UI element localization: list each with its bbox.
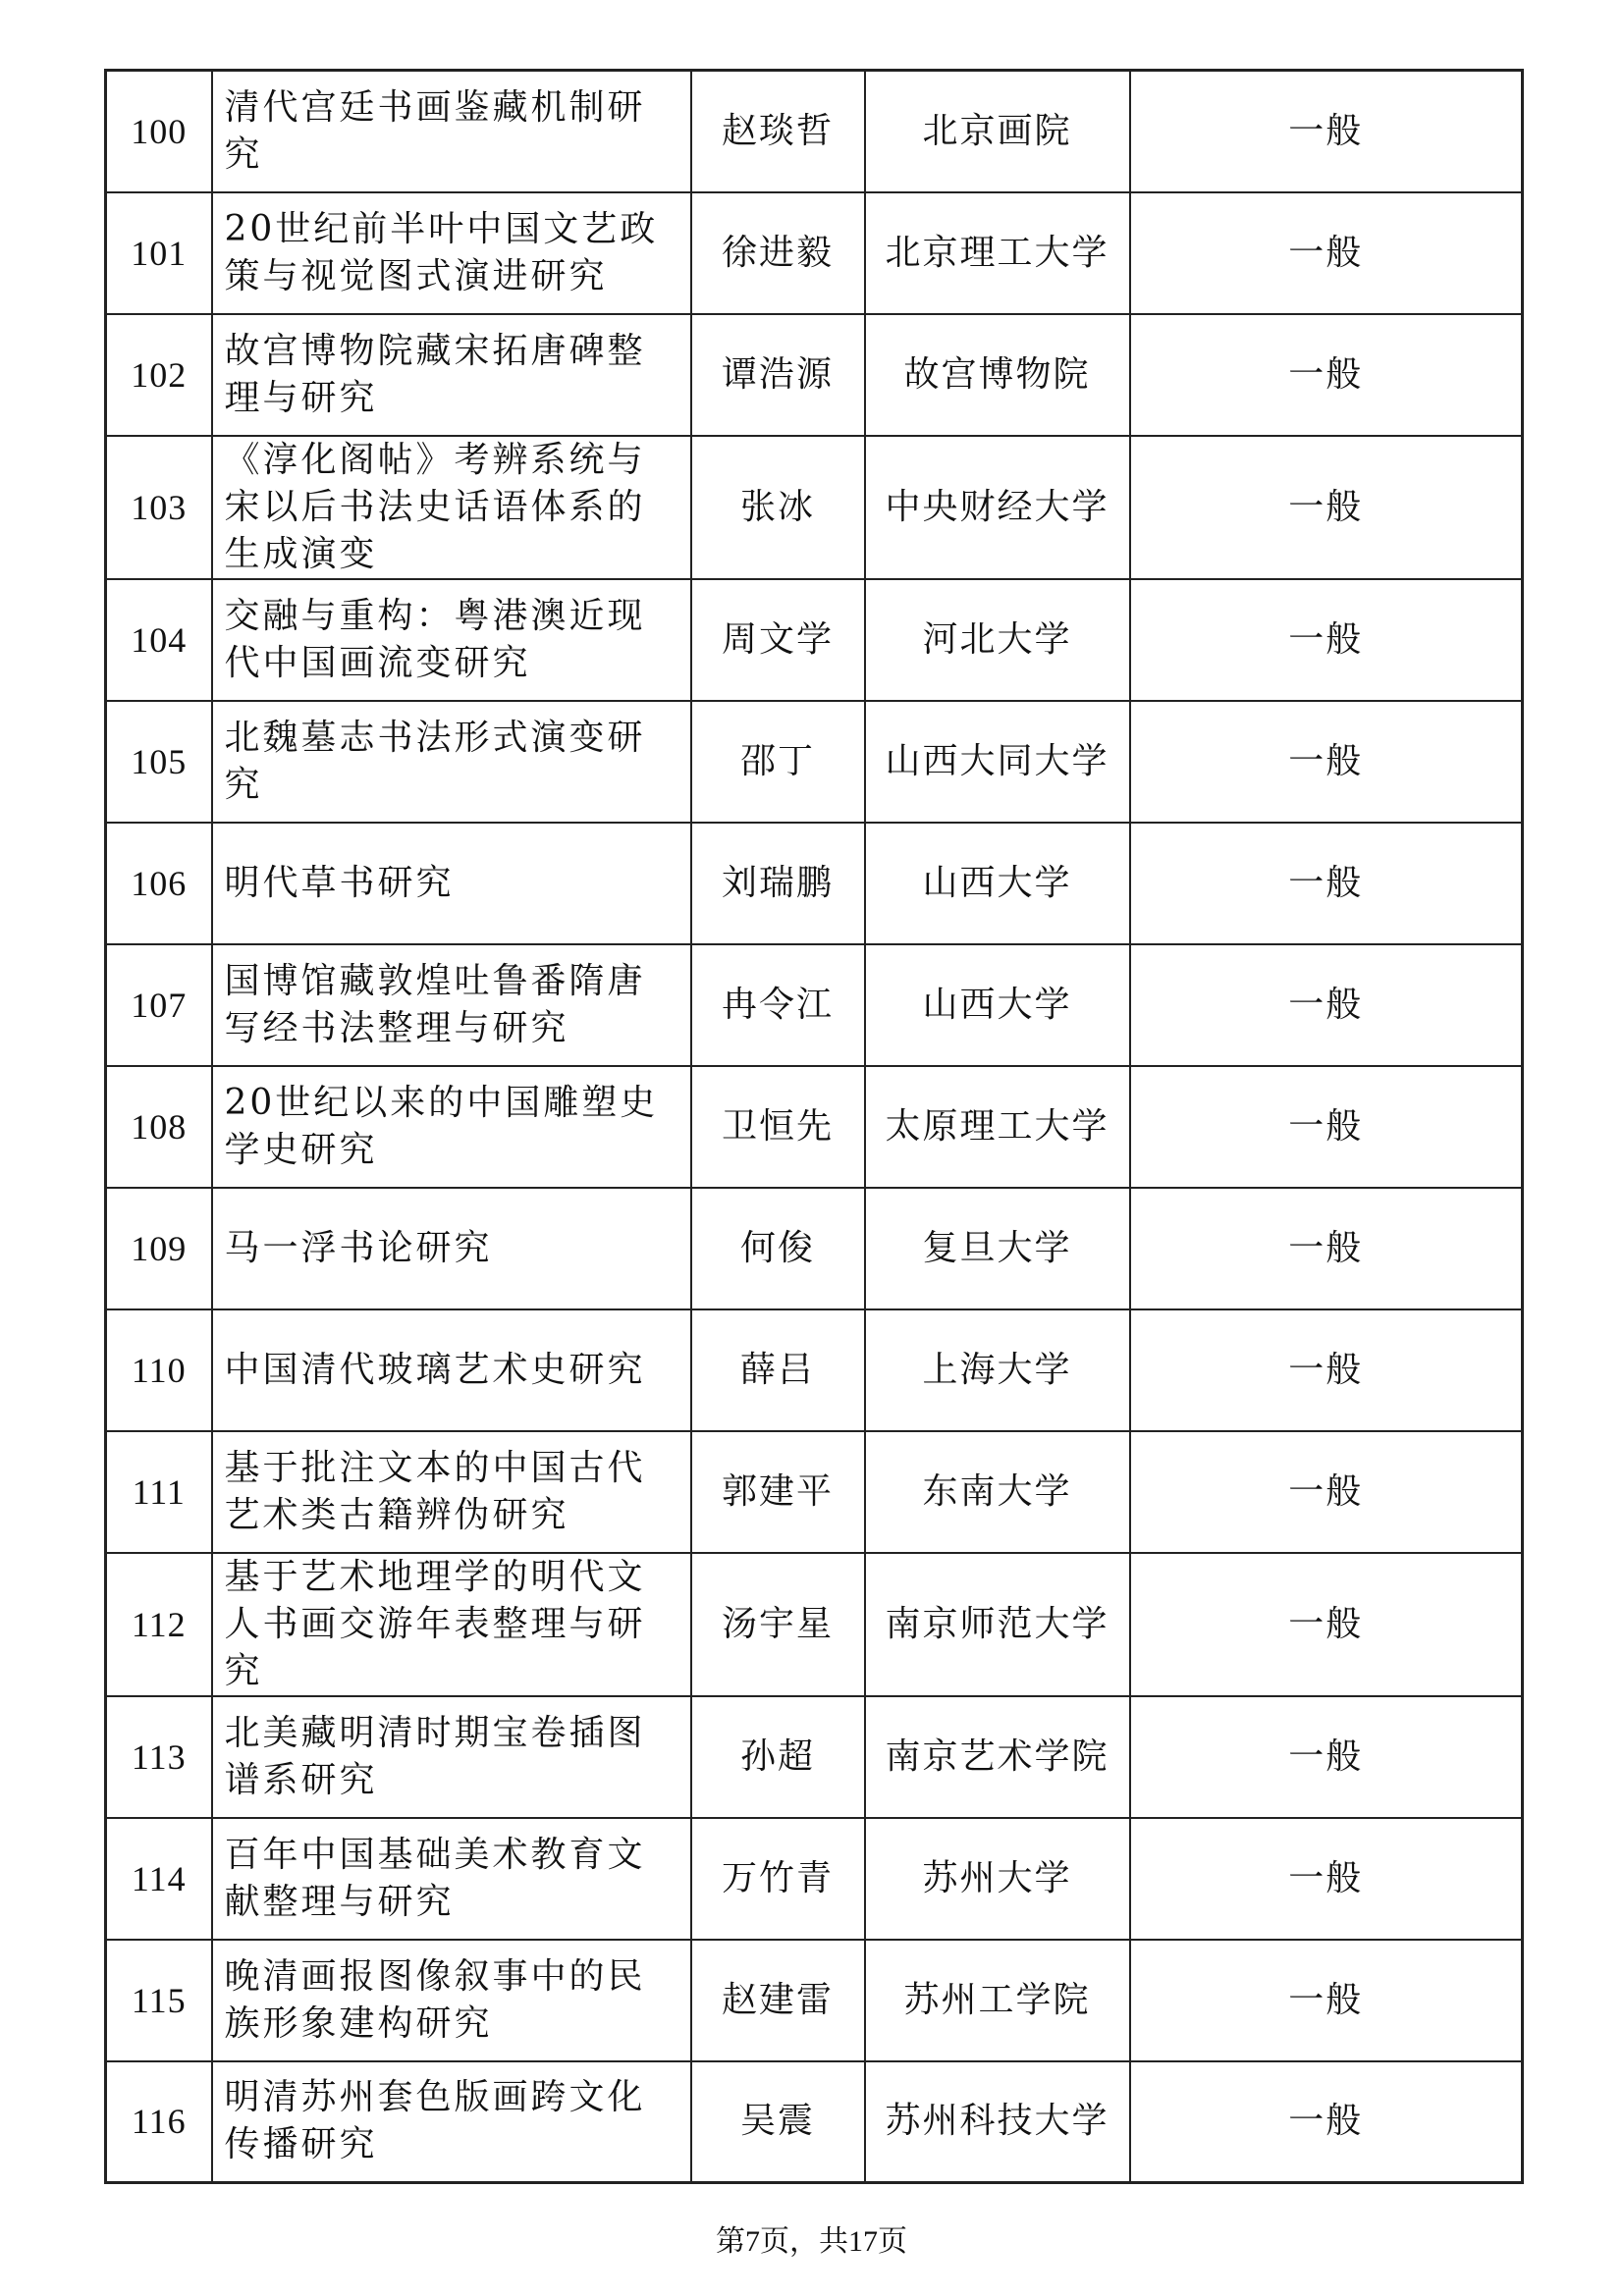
project-leader: 孙超 <box>691 1696 865 1818</box>
project-type: 一般 <box>1130 944 1523 1066</box>
row-number: 110 <box>106 1309 212 1431</box>
row-number: 102 <box>106 314 212 436</box>
table-row <box>106 1940 1523 2061</box>
table-row <box>106 1553 1523 1696</box>
work-unit: 北京理工大学 <box>865 192 1130 314</box>
project-leader: 何俊 <box>691 1188 865 1309</box>
project-leader: 刘瑞鹏 <box>691 823 865 944</box>
project-leader: 万竹青 <box>691 1818 865 1940</box>
project-leader: 卫恒先 <box>691 1066 865 1188</box>
row-number: 107 <box>106 944 212 1066</box>
work-unit: 山西大学 <box>865 944 1130 1066</box>
project-leader: 汤宇星 <box>691 1553 865 1696</box>
project-title: 20世纪前半叶中国文艺政策与视觉图式演进研究 <box>212 192 691 314</box>
project-type: 一般 <box>1130 192 1523 314</box>
work-unit: 上海大学 <box>865 1309 1130 1431</box>
work-unit: 故宫博物院 <box>865 314 1130 436</box>
project-type: 一般 <box>1130 1940 1523 2061</box>
project-type: 一般 <box>1130 314 1523 436</box>
table-row <box>106 944 1523 1066</box>
project-title: 晚清画报图像叙事中的民族形象建构研究 <box>212 1940 691 2061</box>
row-number: 106 <box>106 823 212 944</box>
row-number: 114 <box>106 1818 212 1940</box>
table-row <box>106 579 1523 701</box>
table-row <box>106 1431 1523 1553</box>
project-type: 一般 <box>1130 436 1523 579</box>
project-leader: 徐进毅 <box>691 192 865 314</box>
table-row <box>106 192 1523 314</box>
project-leader: 张冰 <box>691 436 865 579</box>
work-unit: 东南大学 <box>865 1431 1130 1553</box>
project-title: 明清苏州套色版画跨文化传播研究 <box>212 2061 691 2183</box>
work-unit: 苏州工学院 <box>865 1940 1130 2061</box>
project-title: 明代草书研究 <box>212 823 691 944</box>
table-row <box>106 314 1523 436</box>
work-unit: 南京艺术学院 <box>865 1696 1130 1818</box>
project-type: 一般 <box>1130 1553 1523 1696</box>
row-number: 115 <box>106 1940 212 2061</box>
work-unit: 中央财经大学 <box>865 436 1130 579</box>
work-unit: 苏州科技大学 <box>865 2061 1130 2183</box>
project-type: 一般 <box>1130 701 1523 823</box>
project-title: 交融与重构：粤港澳近现代中国画流变研究 <box>212 579 691 701</box>
table-row <box>106 1066 1523 1188</box>
row-number: 105 <box>106 701 212 823</box>
project-leader: 赵琰哲 <box>691 71 865 192</box>
project-type: 一般 <box>1130 1066 1523 1188</box>
table-row <box>106 436 1523 579</box>
project-leader: 谭浩源 <box>691 314 865 436</box>
row-number: 101 <box>106 192 212 314</box>
project-leader: 郭建平 <box>691 1431 865 1553</box>
row-number: 113 <box>106 1696 212 1818</box>
project-title: 基于艺术地理学的明代文人书画交游年表整理与研究 <box>212 1553 691 1696</box>
project-title: 清代宫廷书画鉴藏机制研究 <box>212 71 691 192</box>
project-list-table <box>104 69 1524 2184</box>
project-leader: 邵丁 <box>691 701 865 823</box>
row-number: 104 <box>106 579 212 701</box>
project-title: 马一浮书论研究 <box>212 1188 691 1309</box>
table-row <box>106 71 1523 192</box>
project-title: 《淳化阁帖》考辨系统与宋以后书法史话语体系的生成演变 <box>212 436 691 579</box>
table-row <box>106 1309 1523 1431</box>
project-title: 北美藏明清时期宝卷插图谱系研究 <box>212 1696 691 1818</box>
project-type: 一般 <box>1130 1696 1523 1818</box>
table-row <box>106 823 1523 944</box>
project-type: 一般 <box>1130 1309 1523 1431</box>
row-number: 103 <box>106 436 212 579</box>
work-unit: 北京画院 <box>865 71 1130 192</box>
project-title: 中国清代玻璃艺术史研究 <box>212 1309 691 1431</box>
project-title: 北魏墓志书法形式演变研究 <box>212 701 691 823</box>
project-type: 一般 <box>1130 71 1523 192</box>
work-unit: 太原理工大学 <box>865 1066 1130 1188</box>
project-title: 故宫博物院藏宋拓唐碑整理与研究 <box>212 314 691 436</box>
project-title: 基于批注文本的中国古代艺术类古籍辨伪研究 <box>212 1431 691 1553</box>
table-row <box>106 1696 1523 1818</box>
table-row <box>106 1818 1523 1940</box>
page-footer: 第7页，共17页 <box>716 2225 907 2258</box>
row-number: 116 <box>106 2061 212 2183</box>
work-unit: 苏州大学 <box>865 1818 1130 1940</box>
project-leader: 冉令江 <box>691 944 865 1066</box>
work-unit: 河北大学 <box>865 579 1130 701</box>
table-row <box>106 701 1523 823</box>
project-leader: 周文学 <box>691 579 865 701</box>
table-row <box>106 2061 1523 2183</box>
row-number: 100 <box>106 71 212 192</box>
row-number: 112 <box>106 1553 212 1696</box>
row-number: 109 <box>106 1188 212 1309</box>
project-title: 20世纪以来的中国雕塑史学史研究 <box>212 1066 691 1188</box>
project-type: 一般 <box>1130 579 1523 701</box>
project-type: 一般 <box>1130 1818 1523 1940</box>
project-type: 一般 <box>1130 1431 1523 1553</box>
work-unit: 复旦大学 <box>865 1188 1130 1309</box>
project-type: 一般 <box>1130 2061 1523 2183</box>
table-row <box>106 1188 1523 1309</box>
project-leader: 赵建雷 <box>691 1940 865 2061</box>
row-number: 108 <box>106 1066 212 1188</box>
row-number: 111 <box>106 1431 212 1553</box>
project-leader: 吴震 <box>691 2061 865 2183</box>
project-type: 一般 <box>1130 823 1523 944</box>
work-unit: 山西大同大学 <box>865 701 1130 823</box>
project-type: 一般 <box>1130 1188 1523 1309</box>
project-title: 百年中国基础美术教育文献整理与研究 <box>212 1818 691 1940</box>
work-unit: 南京师范大学 <box>865 1553 1130 1696</box>
work-unit: 山西大学 <box>865 823 1130 944</box>
project-leader: 薛吕 <box>691 1309 865 1431</box>
project-title: 国博馆藏敦煌吐鲁番隋唐写经书法整理与研究 <box>212 944 691 1066</box>
